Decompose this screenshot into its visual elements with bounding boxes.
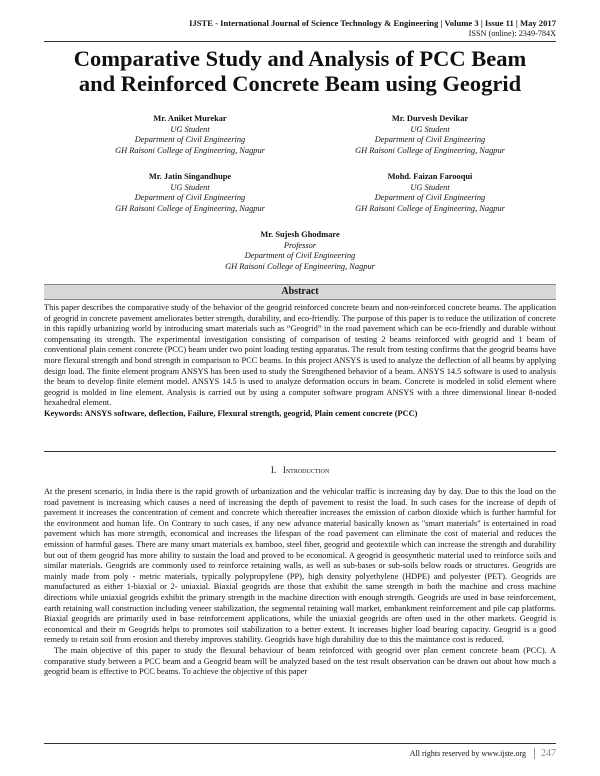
author-name: Mr. Jatin Singandhupe [148, 172, 232, 181]
page-number: 247 [534, 748, 556, 759]
author-name: Mr. Sujesh Ghodmare [260, 230, 340, 239]
author-role: UG Student [170, 124, 210, 134]
author-block [320, 172, 540, 214]
author-dept: Department of Civil Engineering [244, 251, 356, 260]
author-college: GH Raisoni College of Engineering, Nagpur [115, 145, 265, 155]
author-name: Mr. Aniket Murekar [153, 114, 227, 123]
author-block [320, 114, 540, 156]
author-dept: Department of Civil Engineering [134, 135, 246, 144]
author-block [80, 114, 300, 156]
author-college: GH Raisoni College of Engineering, Nagpur [355, 203, 505, 213]
title-line-1: Comparative Study and Analysis of PCC Beam [73, 46, 527, 71]
intro-paragraph: The main objective of this paper to study the flexural behaviour of beam reinforced with geogrid over plan cement concrete beam (PCC). A comparative study between a PCC beam and a Geogrid beam will be analyzed based on the test result observation can be drawn out about how much a geogrid beam is effective to PCC beams. To achieve the objective of this paper [44, 645, 556, 677]
author-role: UG Student [410, 124, 450, 134]
title-line-2: and Reinforced Concrete Beam using Geogrid [78, 71, 522, 96]
author-name: Mr. Durvesh Devikar [391, 114, 469, 123]
author-dept: Department of Civil Engineering [374, 135, 486, 144]
author-role: Professor [283, 240, 317, 250]
section-title: Introduction [282, 465, 330, 475]
intro-paragraph: At the present scenario, in India there is the rapid growth of urbanization and the vehicular traffic is increasing day by day. Due to this the load on the road pavement is increasing which causes a need of increasing the depth of pavement to resist the load. In such cases for the increase of depth of pavement it increases the concentration of cement and concrete which thereafter increases the emission of carbon dioxide which is further harmful for the environment and human life. On Contrary to such cases, if any new advance material basically known as "smart materials" is entertained in road pavement which has more strength, economical and increases the lifespan of the road pavement can eliminate the cost of material and reduces the emission of harmful gases. There are many smart materials ex bamboo, steel fiber, geogrid and geotextile which can increase the strength and durability but out of them geogrid has more ability to sustain the load and proved to be economical. A geogrid is geosynthetic material used to reinforce soils and similar materials. Geogrids are commonly used to reinforce retaining walls, as well as sub-bases or sub-soils below roads or structures. Geogrids are mainly made from poly - metric materials, typically polypropylene (PP), high density polyethylene (HDPE) and polyester (PET). Geogrids are manufactured as either 1-biaxial or 2- uniaxial. Biaxial geogrids are those that exhibit the same strength in both the machine and cross machine directions while uniaxial geogrids exhibit the primary strength in the machine direction with enough strength. Geogrids are used in base reinforcement, earth retaining wall construction including veneer stabilization, the segmental retaining wall market, embankment reinforcement and pile cap platforms. Biaxial geogrids are primarily used in base reinforcement applications, while the uniaxial geogrids are often used in the other markets. Geogrid is economical and their m Geogrids helps to promotes soil stabilization to a better extent. It increases higher load bearing capacity. Geogrid is a good remedy to retain soil from erosion and thereby improves stability. Geogrids have high durability due to this the maintance cost is reduced. [44, 487, 556, 645]
abstract-body [44, 303, 556, 420]
footer-rights: All rights reserved by www.ijste.org [409, 749, 526, 758]
journal-header: IJSTE - International Journal of Science Technology & Engineering | Volume 3 | Issue 11 | May 2017 [189, 18, 556, 28]
footer-rule [44, 743, 556, 744]
abstract-heading: Abstract [44, 284, 556, 300]
introduction-body [44, 487, 556, 678]
section-heading [0, 465, 600, 475]
issn-line: ISSN (online): 2349-784X [468, 29, 556, 38]
author-block [190, 230, 410, 272]
author-college: GH Raisoni College of Engineering, Nagpur [225, 261, 375, 271]
author-dept: Department of Civil Engineering [374, 193, 486, 202]
paper-title [30, 46, 570, 96]
abstract-rule [44, 451, 556, 452]
abstract-text: This paper describes the comparative study of the behavior of the geogrid reinforced concrete beam and non-reinforced concrete beams. The application of geogrid in concrete pavement ameliorates better strength, durability, and eco-friendly. The purpose of this paper is to reduce the utilization of concrete in this rapidly urbanizing world by introducing smart materials such as “Geogrid” in the road pavement which can be eco-friendly and durable without compensating its strength. The experimental investigation consisting of comparison of testing 2 beams reinforced with geogrid and 1 beam of conventional plain cement concrete (PCC) beam under two point loading testing apparatus. The result from testing confirms that the geogrid beams have more flexural strength and bond strength in comparison to PCC beams. In this project ANSYS is used to analyze the deflection of all beams by applying design load. The finite element program ANSYS has been used to study the Strengthened behavior of a beam. ANSYS 14.5 software is used to analysis the beam to develop finite element model. ANSYS 14.5 is used to analyze deformation occurs in beam. Concrete is modeled in solid element where geogrid is molded in line element. Analysis is carried out by using a computer software program ANSYS with a three dimensional linear 8-noded hexahedral element. [44, 303, 556, 408]
author-role: UG Student [170, 182, 210, 192]
author-college: GH Raisoni College of Engineering, Nagpur [355, 145, 505, 155]
section-number: I. [270, 465, 277, 475]
author-college: GH Raisoni College of Engineering, Nagpur [115, 203, 265, 213]
author-name: Mohd. Faizan Farooqui [387, 172, 473, 181]
keywords: Keywords: ANSYS software, deflection, Failure, Flexural strength, geogrid, Plain cement concrete (PCC) [44, 408, 418, 418]
header-rule [44, 41, 556, 42]
footer [410, 748, 556, 759]
author-block [80, 172, 300, 214]
author-role: UG Student [410, 182, 450, 192]
author-dept: Department of Civil Engineering [134, 193, 246, 202]
